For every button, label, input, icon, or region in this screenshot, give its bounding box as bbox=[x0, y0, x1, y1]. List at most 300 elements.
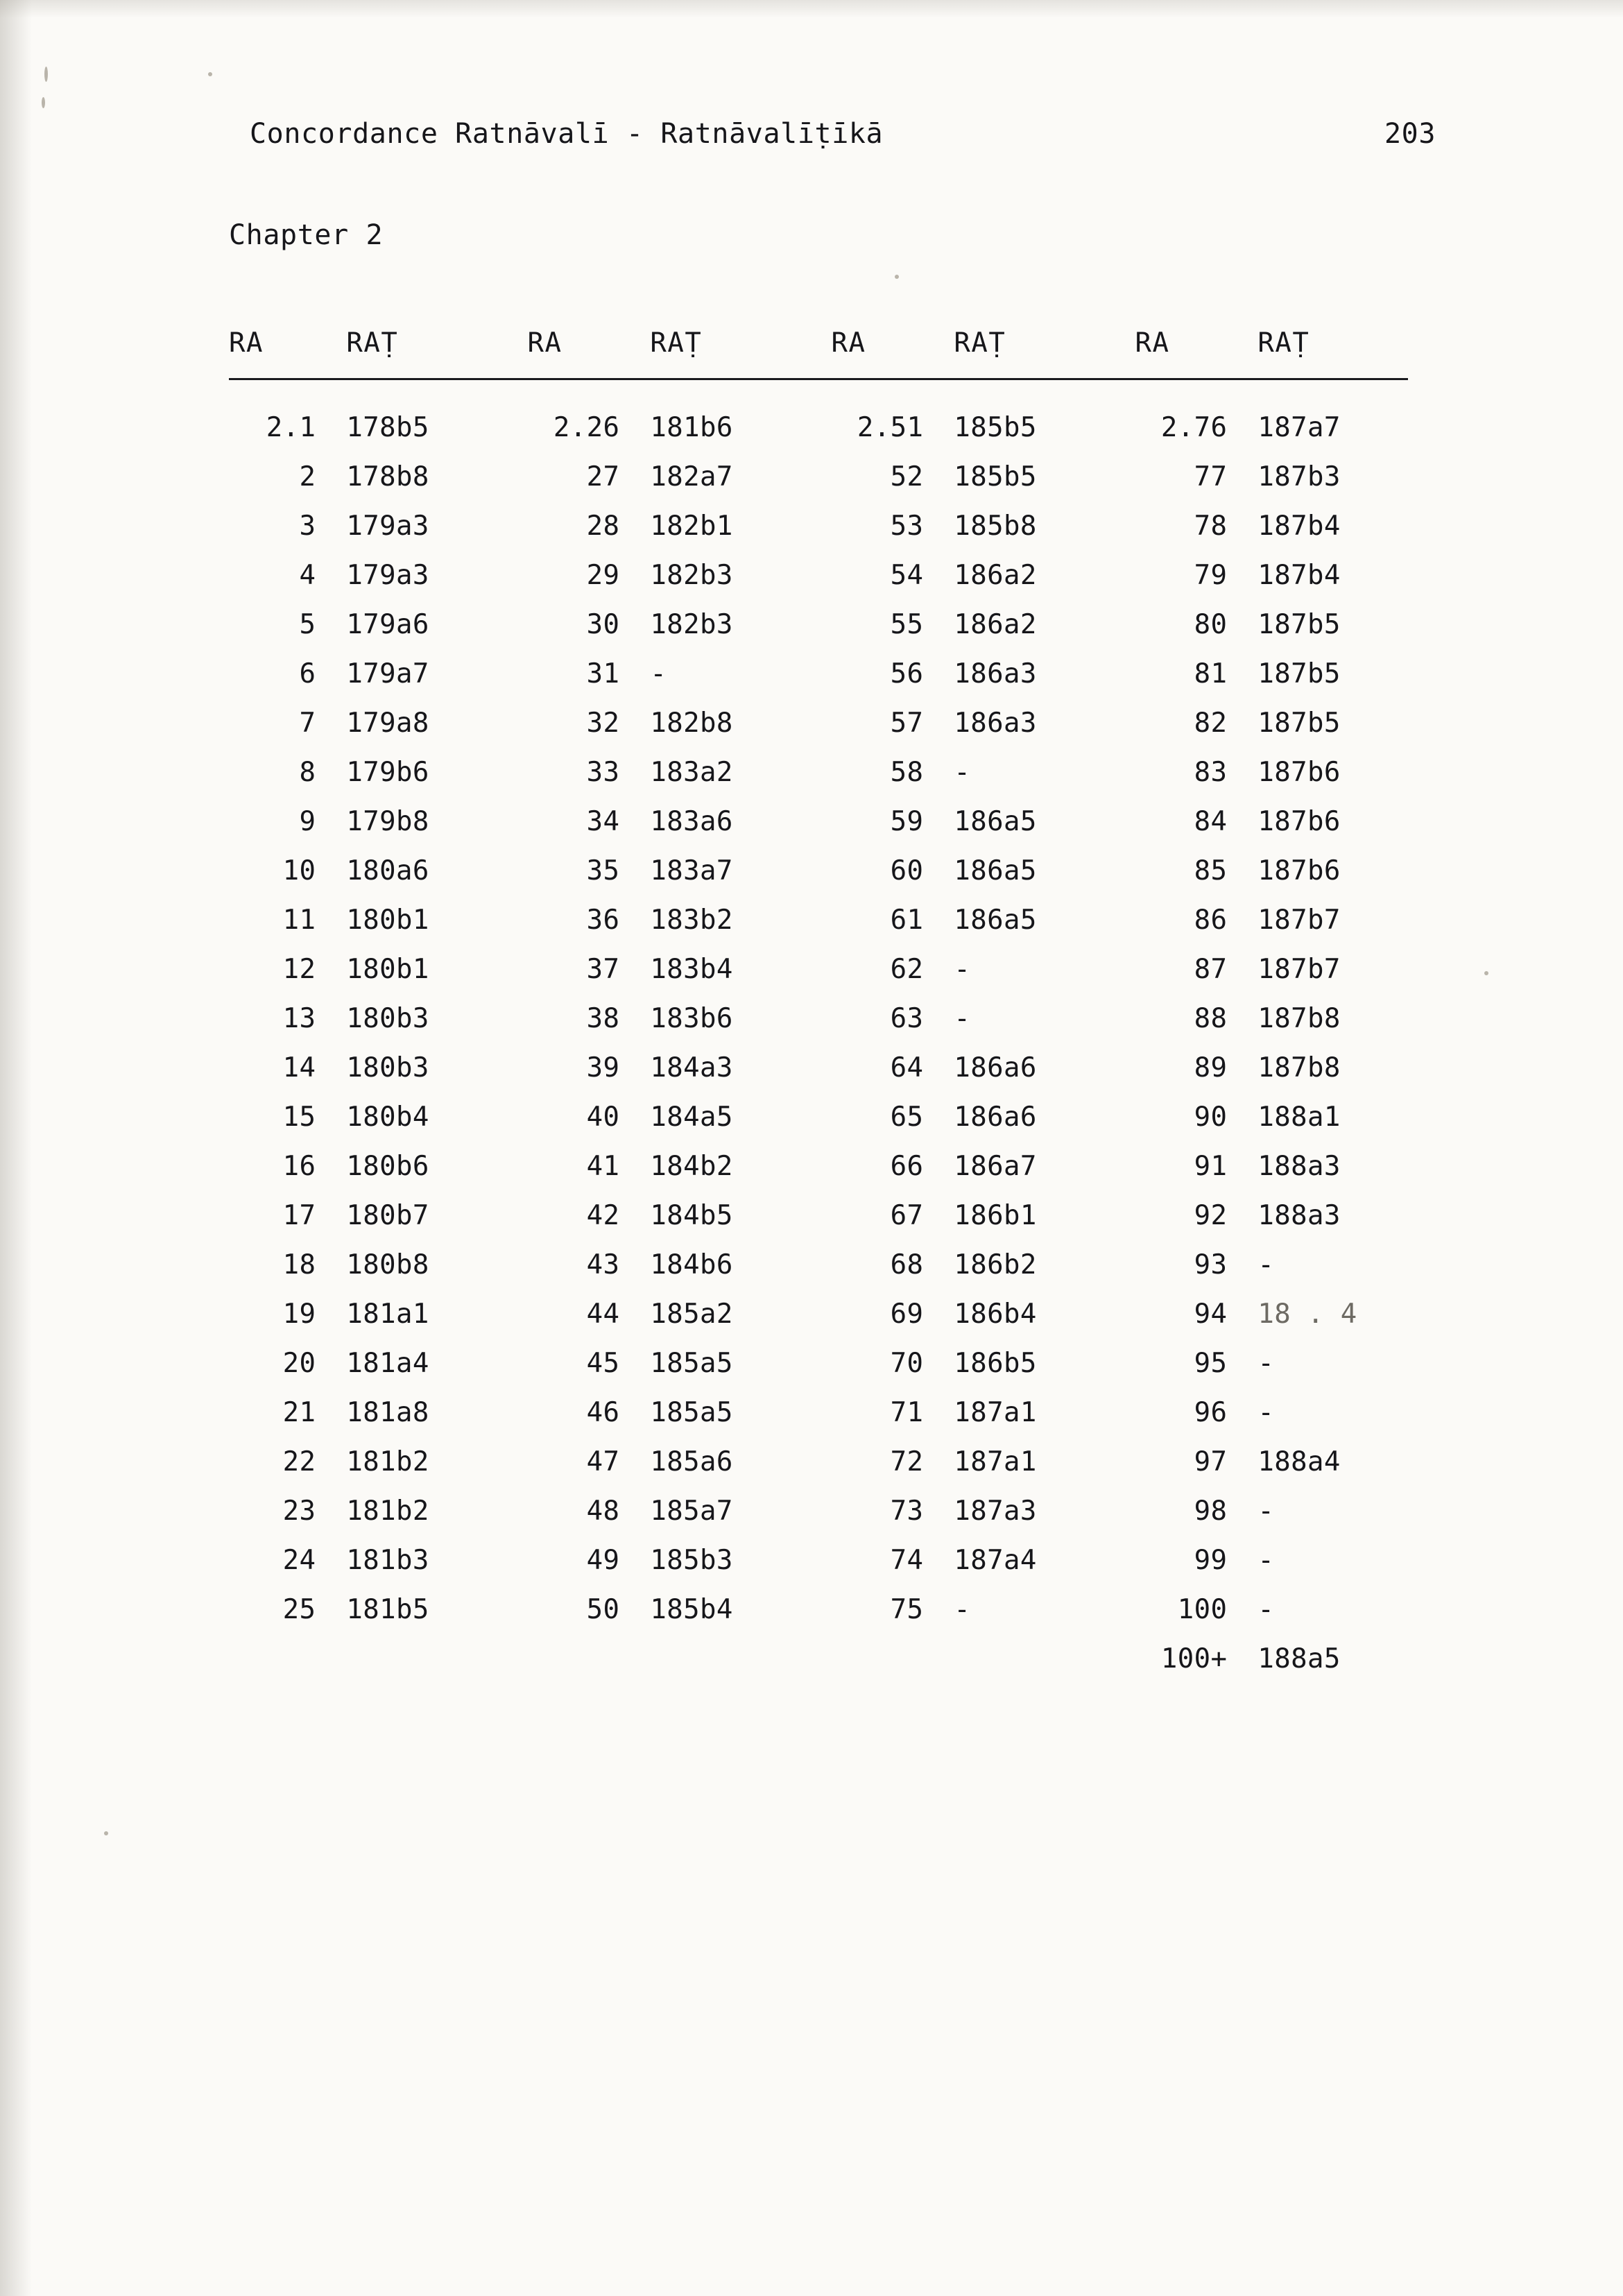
cell-spacer bbox=[795, 600, 831, 649]
cell-ra-4: 99 bbox=[1194, 1545, 1228, 1576]
cell-rat-4: 187b3 bbox=[1257, 461, 1341, 492]
cell-spacer bbox=[491, 748, 527, 797]
cell-rat-1: 181b2 bbox=[346, 1446, 429, 1477]
cell-ra-4: 90 bbox=[1194, 1102, 1228, 1133]
cell-ra-2 bbox=[528, 1634, 620, 1684]
cell-spacer bbox=[795, 1290, 831, 1339]
cell-spacer bbox=[491, 846, 527, 896]
scan-speck bbox=[44, 67, 48, 82]
cell-spacer bbox=[1099, 1093, 1135, 1142]
cell-rat-4: 187b5 bbox=[1257, 658, 1341, 689]
cell-spacer bbox=[795, 896, 831, 945]
table-row bbox=[229, 551, 1408, 600]
cell-spacer bbox=[491, 1437, 527, 1487]
cell-ra-1: 24 bbox=[282, 1545, 316, 1576]
scan-speck bbox=[42, 97, 45, 108]
cell-spacer bbox=[795, 1093, 831, 1142]
cell-spacer bbox=[795, 1487, 831, 1536]
cell-spacer bbox=[1099, 551, 1135, 600]
table-body bbox=[229, 379, 1408, 1684]
table-row bbox=[229, 1437, 1408, 1487]
cell-spacer bbox=[491, 379, 527, 453]
cell-ra-1: 25 bbox=[282, 1594, 316, 1625]
cell-ra-3: 74 bbox=[890, 1545, 924, 1576]
cell-ra-1: 3 bbox=[299, 511, 316, 542]
running-header bbox=[229, 118, 1436, 150]
cell-spacer bbox=[1099, 649, 1135, 699]
cell-rat-3: 187a4 bbox=[954, 1545, 1037, 1576]
cell-rat-1: 181b3 bbox=[346, 1545, 429, 1576]
cell-rat-2: 185b4 bbox=[650, 1594, 733, 1625]
table-row bbox=[229, 1191, 1408, 1240]
table-header-row bbox=[229, 327, 1408, 379]
cell-rat-2: 182a7 bbox=[650, 461, 733, 492]
cell-rat-1: 181a1 bbox=[346, 1299, 429, 1330]
cell-ra-3: 73 bbox=[890, 1496, 924, 1527]
cell-spacer bbox=[1099, 699, 1135, 748]
cell-rat-3: 186b2 bbox=[954, 1249, 1037, 1280]
cell-ra-4: 88 bbox=[1194, 1003, 1228, 1034]
cell-rat-4: 187b6 bbox=[1257, 806, 1341, 837]
cell-ra-2: 39 bbox=[586, 1052, 620, 1083]
cell-ra-3: 63 bbox=[890, 1003, 924, 1034]
cell-ra-4: 97 bbox=[1194, 1446, 1228, 1477]
cell-rat-4: 187b7 bbox=[1257, 954, 1341, 985]
cell-ra-2: 41 bbox=[586, 1151, 620, 1182]
cell-ra-1: 22 bbox=[282, 1446, 316, 1477]
cell-spacer bbox=[1099, 379, 1135, 453]
cell-rat-2: 183a6 bbox=[650, 806, 733, 837]
cell-ra-2: 49 bbox=[586, 1545, 620, 1576]
cell-ra-1 bbox=[229, 1634, 316, 1684]
cell-ra-1: 9 bbox=[299, 806, 316, 837]
column-header-rat-1: RAṬ bbox=[346, 327, 399, 359]
cell-rat-1: 179b8 bbox=[346, 806, 429, 837]
cell-rat-3: 186a2 bbox=[954, 560, 1037, 591]
table-row bbox=[229, 1634, 1408, 1684]
column-header-rat-4: RAṬ bbox=[1257, 327, 1310, 359]
cell-ra-3: 60 bbox=[890, 855, 924, 886]
cell-rat-4: 187b8 bbox=[1257, 1003, 1341, 1034]
cell-spacer bbox=[795, 1142, 831, 1191]
cell-ra-1: 23 bbox=[282, 1496, 316, 1527]
cell-spacer bbox=[795, 1536, 831, 1585]
cell-ra-3: 53 bbox=[890, 511, 924, 542]
cell-ra-4: 92 bbox=[1194, 1200, 1228, 1231]
cell-rat-2: 184a3 bbox=[650, 1052, 733, 1083]
cell-rat-2: 182b3 bbox=[650, 560, 733, 591]
cell-spacer bbox=[1099, 1290, 1135, 1339]
table-row bbox=[229, 1536, 1408, 1585]
cell-ra-4: 89 bbox=[1194, 1052, 1228, 1083]
table-row bbox=[229, 748, 1408, 797]
cell-ra-4: 95 bbox=[1194, 1348, 1228, 1379]
cell-rat-2: 183a2 bbox=[650, 757, 733, 788]
cell-spacer bbox=[1099, 748, 1135, 797]
cell-rat-3: 186b5 bbox=[954, 1348, 1037, 1379]
cell-rat-3: 187a1 bbox=[954, 1397, 1037, 1428]
cell-ra-4: 86 bbox=[1194, 905, 1228, 936]
cell-ra-4: 82 bbox=[1194, 708, 1228, 739]
cell-ra-1: 16 bbox=[282, 1151, 316, 1182]
cell-spacer bbox=[1099, 1634, 1135, 1684]
cell-spacer bbox=[795, 649, 831, 699]
cell-rat-2: 185a6 bbox=[650, 1446, 733, 1477]
column-header-rat-3: RAṬ bbox=[954, 327, 1006, 359]
column-header-rat-2: RAṬ bbox=[650, 327, 703, 359]
cell-ra-3: 62 bbox=[890, 954, 924, 985]
cell-ra-2: 28 bbox=[586, 511, 620, 542]
cell-ra-2: 34 bbox=[586, 806, 620, 837]
cell-spacer bbox=[795, 1043, 831, 1093]
cell-rat-4: 187b5 bbox=[1257, 708, 1341, 739]
cell-spacer bbox=[491, 1634, 527, 1684]
cell-spacer bbox=[1099, 1487, 1135, 1536]
cell-spacer bbox=[491, 649, 527, 699]
cell-spacer bbox=[491, 1043, 527, 1093]
cell-ra-1: 6 bbox=[299, 658, 316, 689]
cell-rat-3: - bbox=[954, 1003, 971, 1034]
cell-ra-3: 68 bbox=[890, 1249, 924, 1280]
cell-ra-2: 42 bbox=[586, 1200, 620, 1231]
cell-ra-3: 64 bbox=[890, 1052, 924, 1083]
table-row bbox=[229, 1487, 1408, 1536]
table-row bbox=[229, 649, 1408, 699]
cell-spacer bbox=[491, 1191, 527, 1240]
cell-rat-2: 184b2 bbox=[650, 1151, 733, 1182]
cell-ra-4: 87 bbox=[1194, 954, 1228, 985]
cell-rat-1: 180b1 bbox=[346, 954, 429, 985]
cell-ra-3: 56 bbox=[890, 658, 924, 689]
cell-ra-1: 5 bbox=[299, 609, 316, 640]
cell-rat-4: - bbox=[1257, 1496, 1275, 1527]
table-row bbox=[229, 945, 1408, 994]
column-spacer-3 bbox=[1099, 327, 1135, 379]
cell-rat-1: 179a3 bbox=[346, 560, 429, 591]
cell-ra-1: 4 bbox=[299, 560, 316, 591]
cell-spacer bbox=[795, 502, 831, 551]
cell-spacer bbox=[491, 1388, 527, 1437]
cell-spacer bbox=[491, 1585, 527, 1634]
cell-rat-3: 187a1 bbox=[954, 1446, 1037, 1477]
cell-rat-4: 187b8 bbox=[1257, 1052, 1341, 1083]
cell-rat-1: 180a6 bbox=[346, 855, 429, 886]
cell-ra-4: 91 bbox=[1194, 1151, 1228, 1182]
cell-rat-3 bbox=[923, 1634, 1099, 1684]
cell-rat-2: 185a5 bbox=[650, 1397, 733, 1428]
cell-rat-4: - bbox=[1257, 1348, 1275, 1379]
cell-spacer bbox=[491, 945, 527, 994]
cell-spacer bbox=[795, 699, 831, 748]
cell-rat-2: 183b4 bbox=[650, 954, 733, 985]
table-row bbox=[229, 846, 1408, 896]
cell-spacer bbox=[795, 1240, 831, 1290]
scan-edge-left bbox=[0, 0, 32, 2296]
scan-speck bbox=[104, 1831, 108, 1835]
table-row bbox=[229, 1240, 1408, 1290]
column-header-ra-1: RA bbox=[229, 327, 264, 359]
cell-ra-3: 55 bbox=[890, 609, 924, 640]
cell-ra-2: 44 bbox=[586, 1299, 620, 1330]
cell-rat-1: 181a4 bbox=[346, 1348, 429, 1379]
cell-rat-1: 179a6 bbox=[346, 609, 429, 640]
cell-spacer bbox=[491, 1290, 527, 1339]
column-header-ra-3: RA bbox=[831, 327, 866, 359]
chapter-label: Chapter 2 bbox=[229, 219, 384, 251]
cell-ra-4: 80 bbox=[1194, 609, 1228, 640]
cell-spacer bbox=[795, 1585, 831, 1634]
table-row bbox=[229, 1388, 1408, 1437]
cell-ra-1: 7 bbox=[299, 708, 316, 739]
cell-ra-3: 67 bbox=[890, 1200, 924, 1231]
cell-spacer bbox=[491, 1142, 527, 1191]
cell-ra-3: 61 bbox=[890, 905, 924, 936]
cell-spacer bbox=[795, 994, 831, 1043]
cell-rat-2: 185a2 bbox=[650, 1299, 733, 1330]
cell-rat-2: 183b2 bbox=[650, 905, 733, 936]
cell-ra-2: 48 bbox=[586, 1496, 620, 1527]
cell-rat-3: 186a3 bbox=[954, 708, 1037, 739]
cell-spacer bbox=[1099, 1240, 1135, 1290]
cell-rat-3: 186b4 bbox=[954, 1299, 1037, 1330]
cell-ra-3: 66 bbox=[890, 1151, 924, 1182]
cell-spacer bbox=[1099, 1388, 1135, 1437]
cell-ra-2: 2.26 bbox=[553, 412, 620, 443]
cell-rat-3: 185b8 bbox=[954, 511, 1037, 542]
table-row bbox=[229, 1043, 1408, 1093]
cell-ra-4: 81 bbox=[1194, 658, 1228, 689]
table-row bbox=[229, 896, 1408, 945]
cell-ra-3: 69 bbox=[890, 1299, 924, 1330]
cell-ra-3: 71 bbox=[890, 1397, 924, 1428]
cell-ra-2: 32 bbox=[586, 708, 620, 739]
cell-rat-1 bbox=[316, 1634, 491, 1684]
cell-spacer bbox=[1099, 1585, 1135, 1634]
cell-ra-4: 100+ bbox=[1160, 1643, 1228, 1674]
cell-spacer bbox=[491, 896, 527, 945]
cell-rat-1: 180b1 bbox=[346, 905, 429, 936]
running-header-title: Concordance Ratnāvalī - Ratnāvalīṭīkā bbox=[250, 118, 884, 150]
table-row bbox=[229, 379, 1408, 453]
cell-rat-4: 188a3 bbox=[1257, 1200, 1341, 1231]
cell-ra-2: 35 bbox=[586, 855, 620, 886]
cell-rat-4: - bbox=[1257, 1249, 1275, 1280]
cell-rat-3: 186a3 bbox=[954, 658, 1037, 689]
cell-rat-4: - bbox=[1257, 1545, 1275, 1576]
table-row bbox=[229, 452, 1408, 502]
cell-rat-4: 187b4 bbox=[1257, 511, 1341, 542]
cell-rat-1: 178b8 bbox=[346, 461, 429, 492]
table-row bbox=[229, 1339, 1408, 1388]
cell-ra-1: 15 bbox=[282, 1102, 316, 1133]
cell-spacer bbox=[491, 1093, 527, 1142]
cell-spacer bbox=[491, 699, 527, 748]
cell-rat-4: - bbox=[1257, 1594, 1275, 1625]
cell-ra-2: 33 bbox=[586, 757, 620, 788]
cell-rat-3: 186a7 bbox=[954, 1151, 1037, 1182]
cell-rat-1: 181b2 bbox=[346, 1496, 429, 1527]
cell-rat-3: 185b5 bbox=[954, 461, 1037, 492]
cell-ra-2: 43 bbox=[586, 1249, 620, 1280]
cell-rat-3: 186a5 bbox=[954, 806, 1037, 837]
cell-spacer bbox=[795, 1388, 831, 1437]
cell-ra-2: 45 bbox=[586, 1348, 620, 1379]
cell-spacer bbox=[1099, 994, 1135, 1043]
cell-rat-4: - bbox=[1257, 1397, 1275, 1428]
cell-rat-2: - bbox=[650, 658, 667, 689]
cell-spacer bbox=[795, 748, 831, 797]
cell-ra-1: 13 bbox=[282, 1003, 316, 1034]
cell-spacer bbox=[795, 452, 831, 502]
column-header-ra-2: RA bbox=[527, 327, 563, 359]
cell-rat-1: 180b7 bbox=[346, 1200, 429, 1231]
cell-rat-4: 187a7 bbox=[1257, 412, 1341, 443]
cell-rat-1: 179a8 bbox=[346, 708, 429, 739]
table-row bbox=[229, 600, 1408, 649]
cell-ra-2: 27 bbox=[586, 461, 620, 492]
cell-rat-3: 185b5 bbox=[954, 412, 1037, 443]
cell-ra-2: 36 bbox=[586, 905, 620, 936]
cell-ra-1: 18 bbox=[282, 1249, 316, 1280]
concordance-table bbox=[229, 327, 1408, 1684]
cell-ra-4: 98 bbox=[1194, 1496, 1228, 1527]
cell-rat-1: 179a7 bbox=[346, 658, 429, 689]
cell-ra-4: 93 bbox=[1194, 1249, 1228, 1280]
cell-spacer bbox=[795, 379, 831, 453]
cell-rat-4: 187b6 bbox=[1257, 757, 1341, 788]
cell-ra-1: 17 bbox=[282, 1200, 316, 1231]
table-head bbox=[229, 327, 1408, 379]
cell-ra-3: 59 bbox=[890, 806, 924, 837]
cell-ra-3: 65 bbox=[890, 1102, 924, 1133]
cell-spacer bbox=[795, 1339, 831, 1388]
column-spacer-2 bbox=[795, 327, 831, 379]
cell-ra-1: 10 bbox=[282, 855, 316, 886]
cell-ra-2: 47 bbox=[586, 1446, 620, 1477]
cell-ra-2: 40 bbox=[586, 1102, 620, 1133]
cell-spacer bbox=[795, 846, 831, 896]
cell-ra-3: 70 bbox=[890, 1348, 924, 1379]
cell-rat-1: 178b5 bbox=[346, 412, 429, 443]
scan-edge-top bbox=[0, 0, 1623, 18]
document-body bbox=[229, 118, 1436, 1684]
cell-rat-1: 180b4 bbox=[346, 1102, 429, 1133]
cell-spacer bbox=[1099, 1142, 1135, 1191]
cell-ra-4: 77 bbox=[1194, 461, 1228, 492]
cell-spacer bbox=[795, 1191, 831, 1240]
cell-rat-2 bbox=[619, 1634, 795, 1684]
cell-ra-1: 21 bbox=[282, 1397, 316, 1428]
cell-rat-4: 188a3 bbox=[1257, 1151, 1341, 1182]
cell-rat-4: 187b6 bbox=[1257, 855, 1341, 886]
cell-ra-1: 14 bbox=[282, 1052, 316, 1083]
cell-rat-1: 181b5 bbox=[346, 1594, 429, 1625]
cell-rat-2: 181b6 bbox=[650, 412, 733, 443]
cell-spacer bbox=[491, 1536, 527, 1585]
cell-spacer bbox=[1099, 1339, 1135, 1388]
table-row bbox=[229, 1290, 1408, 1339]
cell-rat-4: 187b7 bbox=[1257, 905, 1341, 936]
cell-rat-3: 186a2 bbox=[954, 609, 1037, 640]
cell-rat-1: 180b3 bbox=[346, 1003, 429, 1034]
cell-ra-2: 38 bbox=[586, 1003, 620, 1034]
cell-ra-4: 84 bbox=[1194, 806, 1228, 837]
cell-rat-3: 186a6 bbox=[954, 1102, 1037, 1133]
cell-spacer bbox=[1099, 1536, 1135, 1585]
cell-rat-2: 185b3 bbox=[650, 1545, 733, 1576]
cell-spacer bbox=[491, 1339, 527, 1388]
cell-rat-3: - bbox=[954, 1594, 971, 1625]
cell-spacer bbox=[1099, 600, 1135, 649]
cell-ra-1: 19 bbox=[282, 1299, 316, 1330]
cell-ra-3: 75 bbox=[890, 1594, 924, 1625]
cell-spacer bbox=[491, 452, 527, 502]
page-number: 203 bbox=[1384, 118, 1436, 150]
cell-ra-1: 20 bbox=[282, 1348, 316, 1379]
cell-spacer bbox=[1099, 452, 1135, 502]
cell-spacer bbox=[491, 502, 527, 551]
cell-rat-3: - bbox=[954, 757, 971, 788]
cell-spacer bbox=[1099, 945, 1135, 994]
cell-rat-2: 184b6 bbox=[650, 1249, 733, 1280]
cell-ra-3: 57 bbox=[890, 708, 924, 739]
cell-rat-1: 181a8 bbox=[346, 1397, 429, 1428]
cell-ra-4: 2.76 bbox=[1160, 412, 1228, 443]
cell-spacer bbox=[1099, 797, 1135, 846]
cell-rat-1: 179a3 bbox=[346, 511, 429, 542]
cell-rat-1: 179b6 bbox=[346, 757, 429, 788]
cell-rat-4: 188a1 bbox=[1257, 1102, 1341, 1133]
cell-spacer bbox=[795, 1634, 831, 1684]
cell-rat-2: 184b5 bbox=[650, 1200, 733, 1231]
cell-spacer bbox=[491, 1240, 527, 1290]
cell-rat-4: 18 . 4 bbox=[1257, 1299, 1357, 1330]
cell-spacer bbox=[491, 797, 527, 846]
cell-ra-3: 52 bbox=[890, 461, 924, 492]
cell-spacer bbox=[1099, 896, 1135, 945]
cell-spacer bbox=[491, 994, 527, 1043]
cell-ra-3: 58 bbox=[890, 757, 924, 788]
table-row bbox=[229, 502, 1408, 551]
cell-rat-4: 188a4 bbox=[1257, 1446, 1341, 1477]
cell-ra-3: 72 bbox=[890, 1446, 924, 1477]
cell-spacer bbox=[491, 600, 527, 649]
cell-ra-4: 96 bbox=[1194, 1397, 1228, 1428]
cell-rat-2: 185a7 bbox=[650, 1496, 733, 1527]
cell-ra-4: 83 bbox=[1194, 757, 1228, 788]
cell-rat-2: 185a5 bbox=[650, 1348, 733, 1379]
cell-ra-2: 30 bbox=[586, 609, 620, 640]
scan-speck bbox=[208, 72, 212, 76]
cell-rat-2: 182b1 bbox=[650, 511, 733, 542]
column-header-ra-4: RA bbox=[1135, 327, 1170, 359]
cell-ra-4: 94 bbox=[1194, 1299, 1228, 1330]
cell-rat-3: 186a6 bbox=[954, 1052, 1037, 1083]
table-row bbox=[229, 1142, 1408, 1191]
scan-speck bbox=[1484, 971, 1488, 975]
cell-spacer bbox=[1099, 1043, 1135, 1093]
cell-spacer bbox=[1099, 1191, 1135, 1240]
cell-ra-2: 50 bbox=[586, 1594, 620, 1625]
cell-ra-3 bbox=[832, 1634, 924, 1684]
cell-rat-1: 180b3 bbox=[346, 1052, 429, 1083]
cell-rat-3: 187a3 bbox=[954, 1496, 1037, 1527]
table-row bbox=[229, 994, 1408, 1043]
cell-spacer bbox=[491, 551, 527, 600]
cell-ra-1: 2 bbox=[299, 461, 316, 492]
cell-ra-3: 2.51 bbox=[857, 412, 924, 443]
cell-rat-2: 183b6 bbox=[650, 1003, 733, 1034]
